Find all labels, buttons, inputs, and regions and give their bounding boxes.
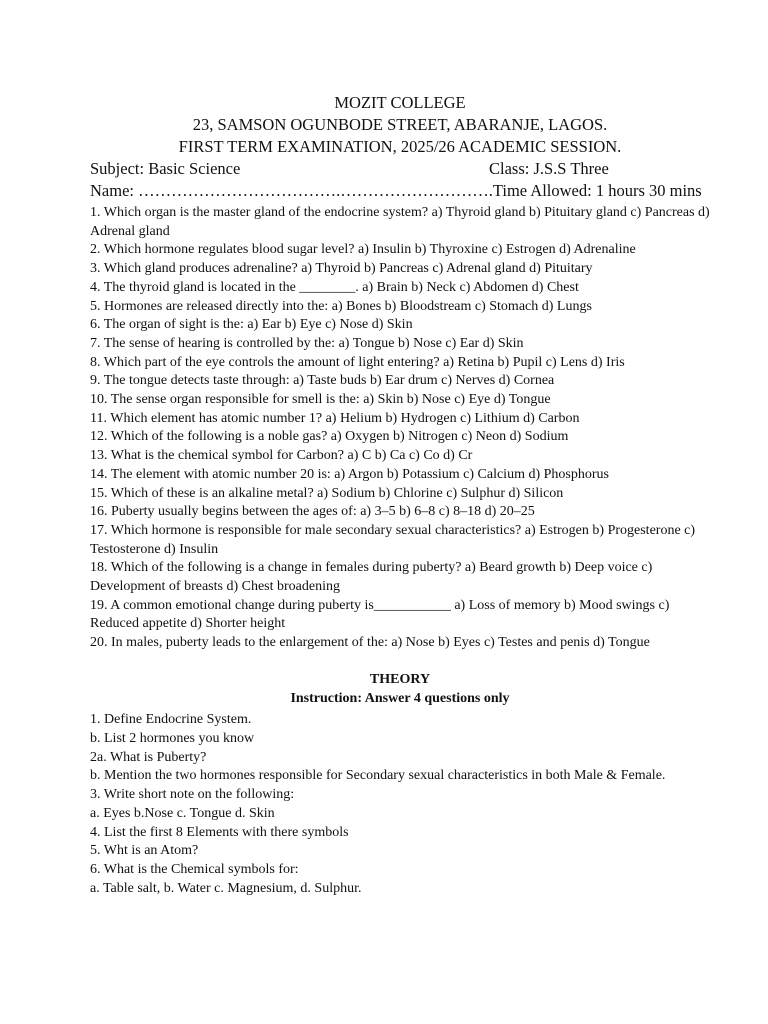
question-9: 9. The tongue detects taste through: a) Taste buds b) Ear drum c) Nerves d) Cornea: [90, 373, 555, 389]
exam-title: FIRST TERM EXAMINATION, 2025/26 ACADEMIC SESSION.: [178, 137, 622, 156]
theory-item-6a: a. Table salt, b. Water c. Magnesium, d. Sulphur.: [90, 880, 362, 896]
question-17: 17. Which hormone is responsible for male secondary sexual characteristics? a) Estrogen b) Progesterone c) Testosterone d) Insulin: [90, 522, 696, 557]
subject-class-row: [90, 158, 710, 180]
theory-item-5: 5. Wht is an Atom?: [90, 843, 199, 859]
subject-label: Subject: Basic Science: [90, 159, 241, 178]
question-16: 16. Puberty usually begins between the ages of: a) 3–5 b) 6–8 c) 8–18 d) 20–25: [90, 504, 535, 520]
school-address: 23, SAMSON OGUNBODE STREET, ABARANJE, LAGOS.: [192, 115, 608, 134]
question-11: 11. Which element has atomic number 1? a) Helium b) Hydrogen c) Lithium d) Carbon: [90, 410, 580, 426]
theory-item-3a: a. Eyes b.Nose c. Tongue d. Skin: [90, 805, 275, 821]
theory-item-2b: b. Mention the two hormones responsible for Secondary sexual characteristics in both Male & Female.: [90, 768, 666, 784]
question-10: 10. The sense organ responsible for smell is the: a) Skin b) Nose c) Eye d) Tongue: [90, 392, 551, 408]
question-18: 18. Which of the following is a change in females during puberty? a) Beard growth b) Deep voice c) Development of breasts d) Chest broadening: [90, 560, 653, 595]
question-20: 20. In males, puberty leads to the enlargement of the: a) Nose b) Eyes c) Testes and penis d) Tongue: [90, 635, 650, 651]
question-14: 14. The element with atomic number 20 is: a) Argon b) Potassium c) Calcium d) Phosphorus: [90, 466, 609, 482]
question-12: 12. Which of the following is a noble gas? a) Oxygen b) Nitrogen c) Neon d) Sodium: [90, 429, 569, 445]
question-8: 8. Which part of the eye controls the amount of light entering? a) Retina b) Pupil c) Lens d) Iris: [90, 354, 625, 370]
question-15: 15. Which of these is an alkaline metal? a) Sodium b) Chlorine c) Sulphur d) Silicon: [90, 485, 564, 501]
theory-heading: THEORY: [369, 671, 431, 687]
theory-section: [90, 711, 710, 898]
theory-instruction: Instruction: Answer 4 questions only: [290, 690, 510, 706]
question-5: 5. Hormones are released directly into the: a) Bones b) Bloodstream c) Stomach d) Lungs: [90, 298, 592, 314]
theory-item-4: 4. List the first 8 Elements with there symbols: [90, 824, 349, 840]
theory-item-3: 3. Write short note on the following:: [90, 787, 295, 803]
objective-section: [90, 204, 710, 653]
question-7: 7. The sense of hearing is controlled by the: a) Tongue b) Nose c) Ear d) Skin: [90, 335, 524, 351]
exam-paper: [90, 92, 710, 898]
theory-item-6: 6. What is the Chemical symbols for:: [90, 861, 299, 877]
class-label: Class: J.S.S Three: [489, 159, 609, 178]
question-1: 1. Which organ is the master gland of the endocrine system? a) Thyroid gland b) Pituitary gland c) Pancreas d) Adrenal gland: [90, 205, 710, 239]
question-6: 6. The organ of sight is the: a) Ear b) Eye c) Nose d) Skin: [90, 317, 413, 333]
question-19: 19. A common emotional change during puberty is___________ a) Loss of memory b) Mood swings c) Reduced appetite d) Shorter height: [90, 597, 670, 632]
theory-item-1: 1. Define Endocrine System.: [90, 712, 252, 728]
theory-item-2a: 2a. What is Puberty?: [90, 749, 207, 765]
question-13: 13. What is the chemical symbol for Carbon? a) C b) Ca c) Co d) Cr: [90, 448, 473, 464]
question-3: 3. Which gland produces adrenaline? a) Thyroid b) Pancreas c) Adrenal gland d) Pituitary: [90, 261, 593, 277]
name-time-line: Name: ……………………………….……………………….Time Allowed: 1 hours 30 mins: [90, 181, 702, 200]
name-time-row: [90, 180, 710, 202]
school-name: MOZIT COLLEGE: [334, 93, 466, 112]
question-2: 2. Which hormone regulates blood sugar level? a) Insulin b) Thyroxine c) Estrogen d) Adrenaline: [90, 242, 636, 258]
theory-item-1b: b. List 2 hormones you know: [90, 730, 255, 746]
question-4: 4. The thyroid gland is located in the ________. a) Brain b) Neck c) Abdomen d) Chest: [90, 279, 579, 295]
